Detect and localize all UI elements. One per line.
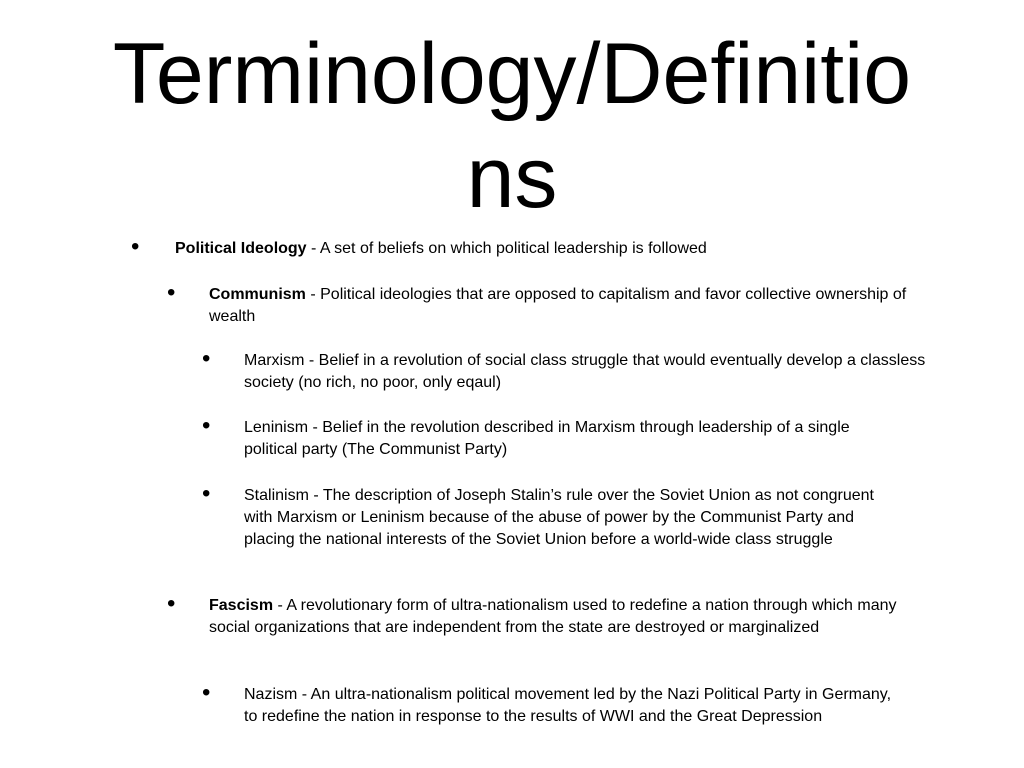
bullet-nazism [202, 679, 904, 728]
definition-stalinism: Stalinism - The description of Joseph Stalin’s rule over the Soviet Union as not congruent with Marxism or Leninism because of the abuse of power by the Communist Party and placing the national interests of the Soviet Union before a world-wide class struggle [244, 487, 874, 548]
slide-title-line-1: Terminology/Definitio [112, 26, 912, 122]
bullet-stalinism [202, 480, 904, 551]
bullet-dot-icon: • [202, 480, 211, 507]
definition-nazism: Nazism - An ultra-nationalism political movement led by the Nazi Political Party in Germany, to redefine the nation in response to the results of WWI and the Great Depression [244, 686, 892, 725]
bullet-dot-icon: • [167, 590, 176, 617]
definition-marxism: Marxism - Belief in a revolution of social class struggle that would eventually develop a classless society (no rich, no poor, only eqaul) [244, 352, 926, 391]
bullet-dot-icon: • [202, 412, 211, 439]
bullet-dot-icon: • [167, 279, 176, 306]
bullet-communism [167, 279, 909, 328]
slide-title-line-2: ns [466, 130, 558, 226]
term-fascism: Fascism [209, 597, 274, 614]
bullet-dot-icon: • [202, 679, 211, 706]
definition-political-ideology: - A set of beliefs on which political leadership is followed [306, 240, 707, 257]
bullet-marxism [202, 345, 934, 394]
bullet-fascism [167, 590, 909, 639]
slide-title [100, 22, 924, 230]
term-political-ideology: Political Ideology [175, 240, 307, 257]
bullet-leninism [202, 412, 894, 461]
bullet-political-ideology [131, 233, 935, 260]
definition-fascism: - A revolutionary form of ultra-nationalism used to redefine a nation through which many social organizations that are independent from the state are destroyed or marginalized [209, 597, 897, 636]
bullet-dot-icon: • [202, 345, 211, 372]
definition-leninism: Leninism - Belief in the revolution described in Marxism through leadership of a single political party (The Communist Party) [244, 419, 850, 458]
term-communism: Communism [209, 286, 306, 303]
definition-communism: - Political ideologies that are opposed to capitalism and favor collective ownership of wealth [209, 286, 907, 325]
bullet-dot-icon: • [131, 233, 140, 260]
